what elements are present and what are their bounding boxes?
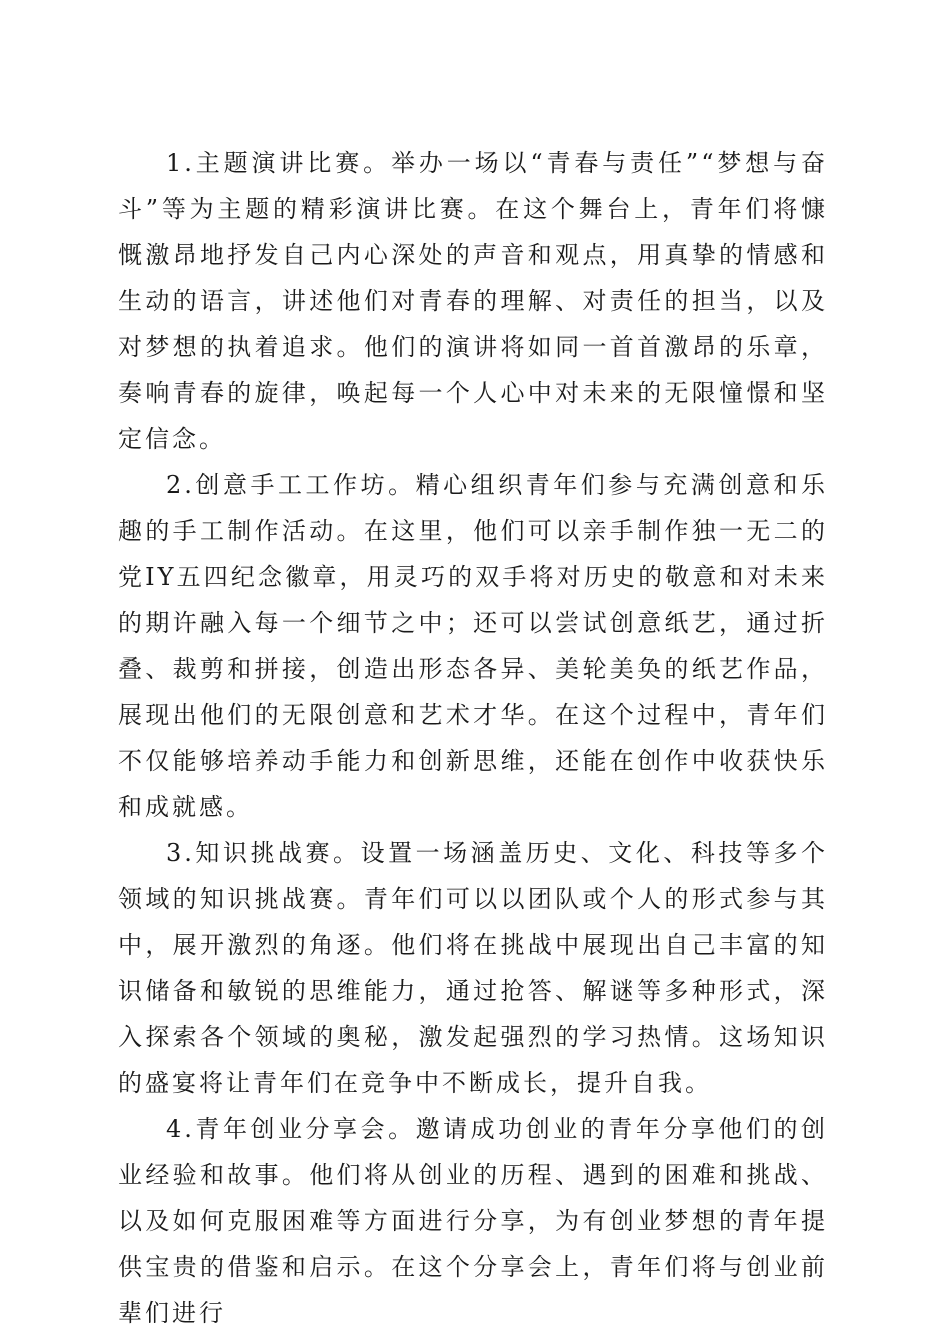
paragraph-handcraft-workshop: 2.创意手工工作坊。精心组织青年们参与充满创意和乐趣的手工制作活动。在这里，他们可以亲手制作独一无二的党IY五四纪念徽章，用灵巧的双手将对历史的敬意和对未来的期许融入每一个细节之中；还可以尝试创意纸艺，通过折叠、裁剪和拼接，创造出形态各异、美轮美奂的纸艺作品，展现出他们的无限创意和艺术才华。在这个过程中，青年们不仅能够培养动手能力和创新思维，还能在创作中收获快乐和成就感。 xyxy=(118,471,828,821)
paragraph-startup-sharing: 4.青年创业分享会。邀请成功创业的青年分享他们的创业经验和故事。他们将从创业的历程、遇到的困难和挑战、以及如何克服困难等方面进行分享，为有创业梦想的青年提供宝贵的借鉴和启示。在这个分享会上，青年们将与创业前辈们进行 xyxy=(118,1115,828,1327)
document-body xyxy=(118,140,828,1336)
paragraph-knowledge-challenge: 3.知识挑战赛。设置一场涵盖历史、文化、科技等多个领域的知识挑战赛。青年们可以以团队或个人的形式参与其中，展开激烈的角逐。他们将在挑战中展现出自己丰富的知识储备和敏锐的思维能力，通过抢答、解谜等多种形式，深入探索各个领域的奥秘，激发起强烈的学习热情。这场知识的盛宴将让青年们在竞争中不断成长，提升自我。 xyxy=(118,839,828,1097)
paragraph-speech-contest: 1.主题演讲比赛。举办一场以“青春与责任”“梦想与奋斗”等为主题的精彩演讲比赛。在这个舞台上，青年们将慷慨激昂地抒发自己内心深处的声音和观点，用真挚的情感和生动的语言，讲述他们对青春的理解、对责任的担当，以及对梦想的执着追求。他们的演讲将如同一首首激昂的乐章，奏响青春的旋律，唤起每一个人心中对未来的无限憧憬和坚定信念。 xyxy=(118,149,828,453)
